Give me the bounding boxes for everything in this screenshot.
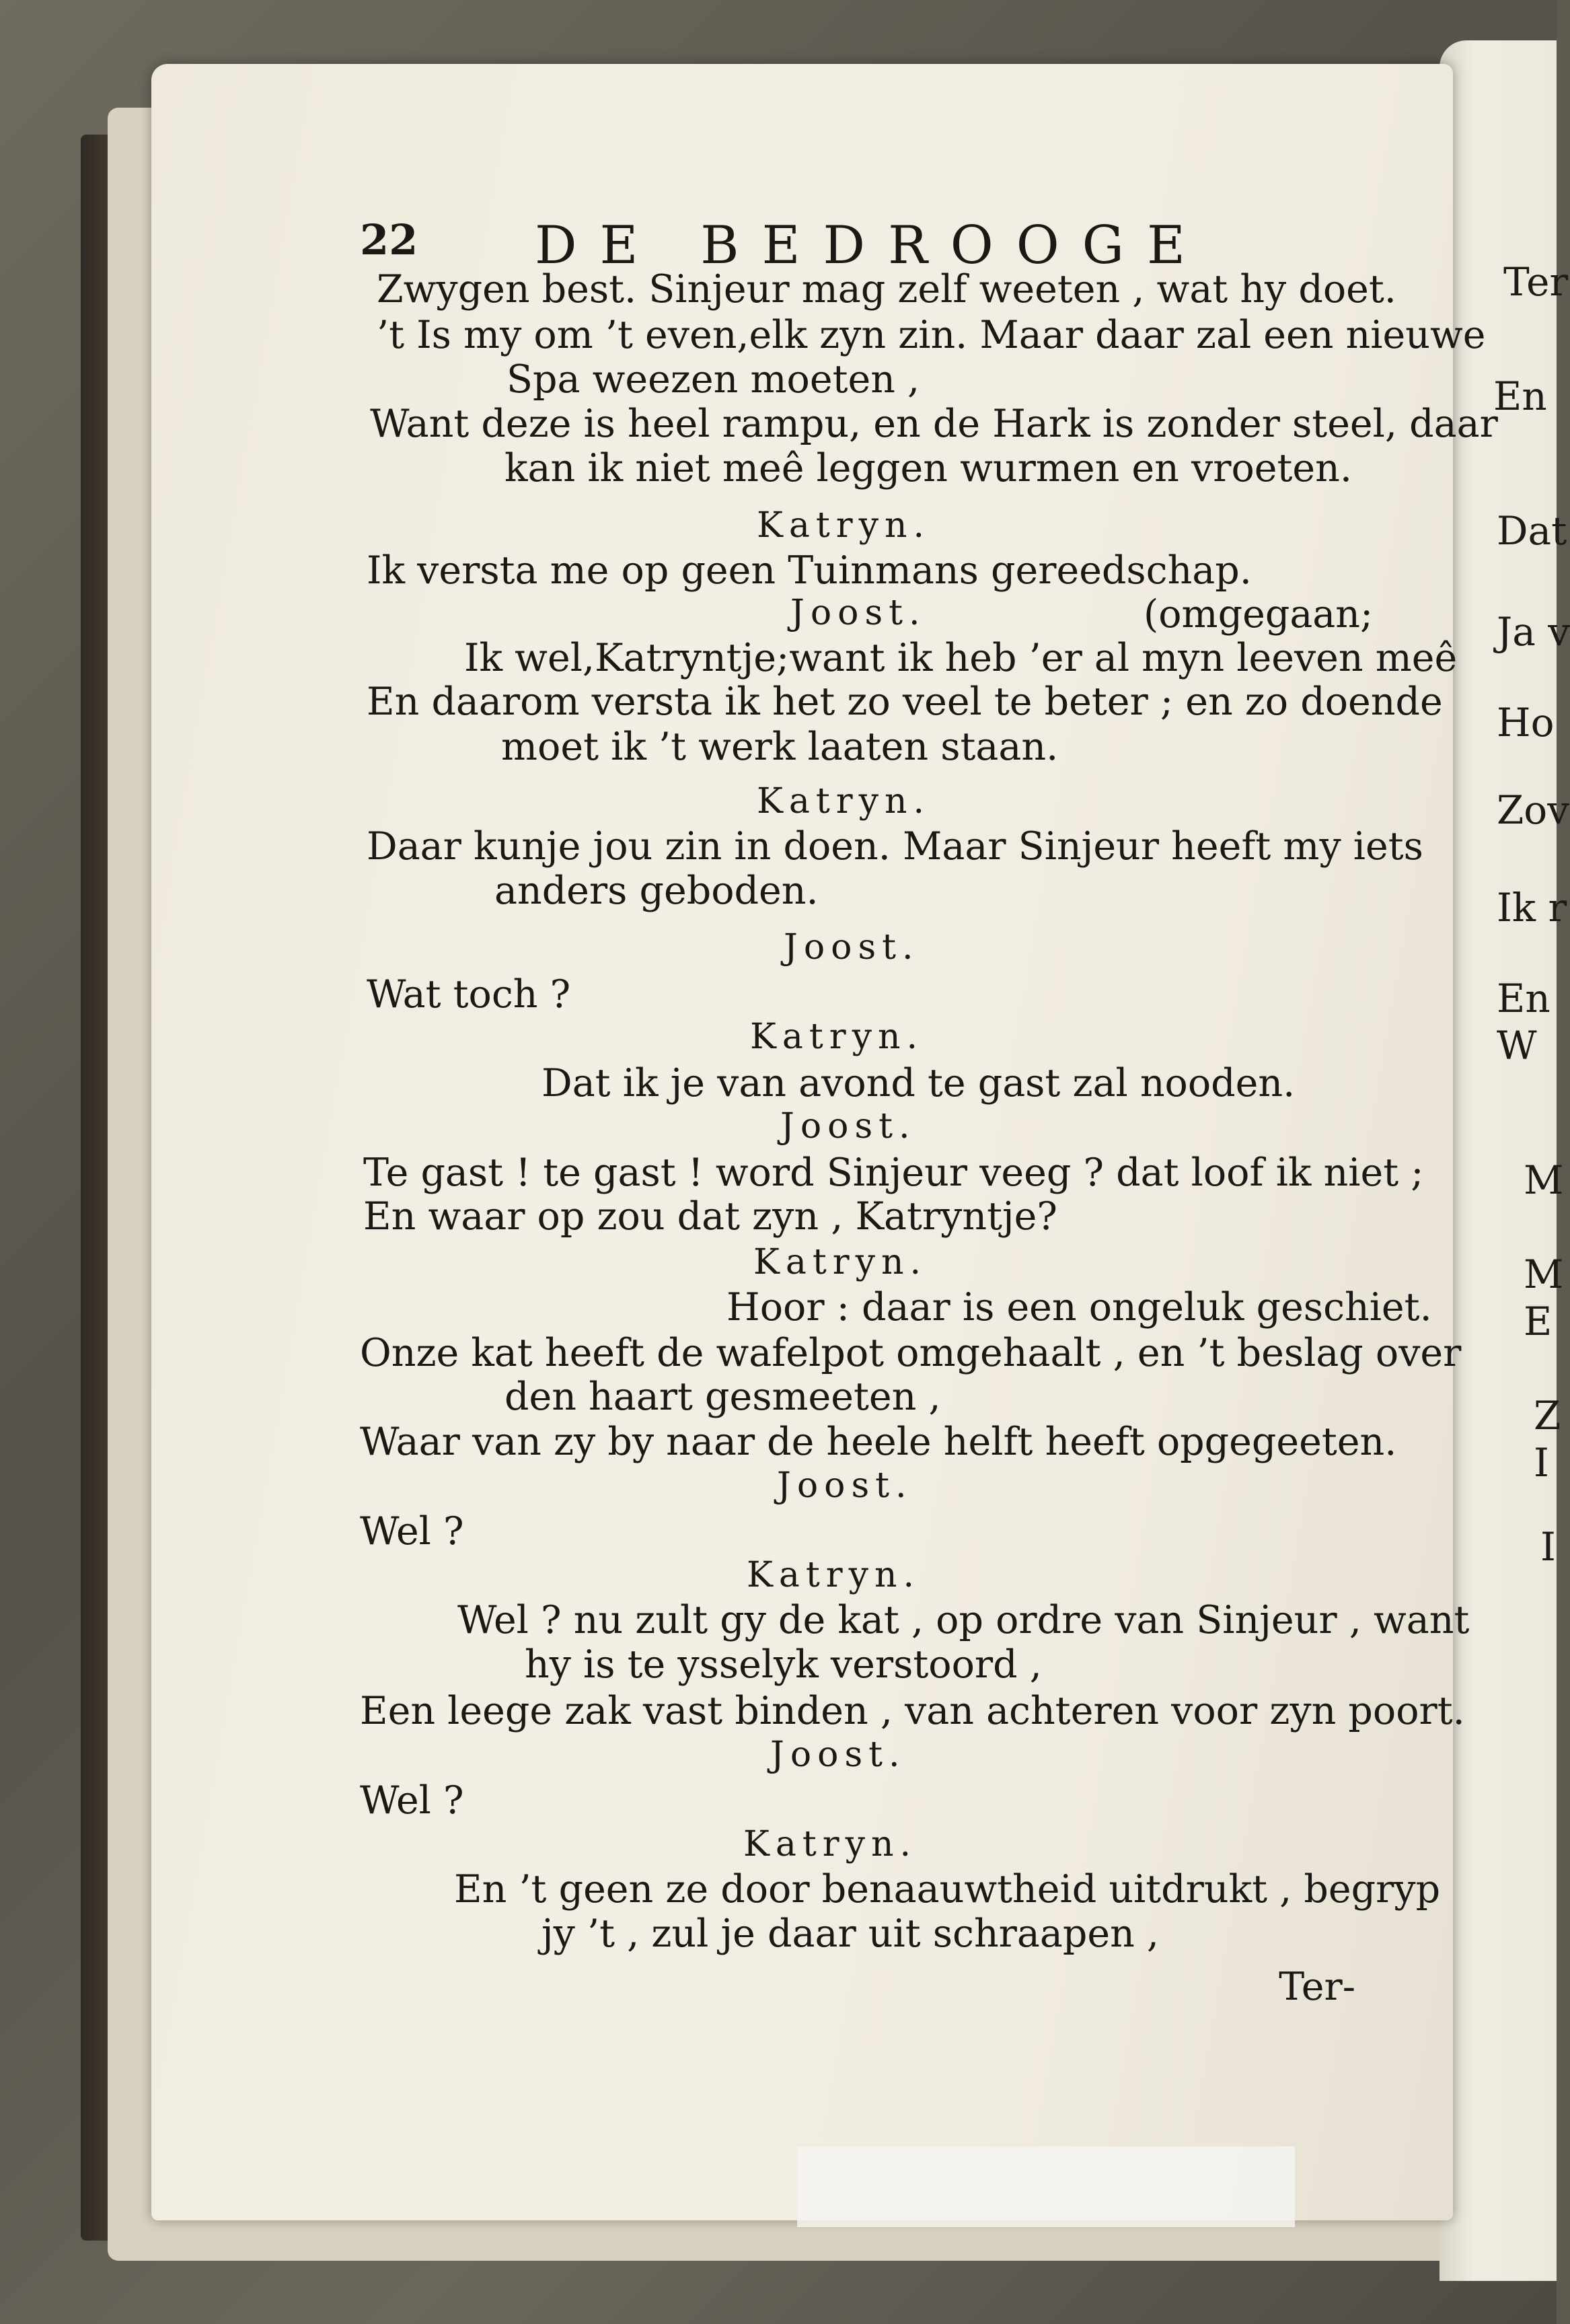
facing-page-fragment: Zov — [1497, 787, 1569, 833]
speaker-name: Katryn. — [757, 505, 930, 546]
text-line: En ’t geen ze door benaauwtheid uitdrukt , begryp — [454, 1867, 1441, 1912]
text-line: En waar op zou dat zyn , Katryntje? — [363, 1194, 1057, 1239]
catchword: Ter- — [1279, 1965, 1355, 2009]
speaker-name: Joost. — [784, 927, 920, 968]
facing-page — [1440, 40, 1570, 2281]
speaker-name: Katryn. — [757, 781, 930, 822]
facing-page-fragment: Ik r — [1497, 885, 1567, 931]
facing-page-fragment: E — [1524, 1299, 1553, 1344]
text-line: En daarom versta ik het zo veel te beter ; en zo doende — [367, 680, 1443, 724]
cover-sticker — [797, 2146, 1295, 2227]
text-line: Ik wel,Katryntje;want ik heb ’er al myn leeven meê — [464, 636, 1458, 680]
text-line: kan ik niet meê leggen wurmen en vroeten. — [504, 446, 1352, 491]
speaker-name: Katryn. — [750, 1017, 924, 1057]
text-line: Hoor : daar is een ongeluk geschiet. — [726, 1285, 1432, 1330]
text-line: Zwygen best. Sinjeur mag zelf weeten , wat hy doet. — [377, 267, 1396, 312]
text-line: Spa weezen moeten , — [507, 357, 920, 402]
text-line: Te gast ! te gast ! word Sinjeur veeg ? dat loof ik niet ; — [363, 1151, 1424, 1195]
page-number: 22 — [360, 215, 418, 264]
text-line: Een leege zak vast binden , van achteren voor zyn poort. — [360, 1689, 1465, 1733]
facing-page-fragment: M — [1524, 1251, 1564, 1297]
speaker-name: Joost. — [780, 1106, 916, 1147]
page-text — [360, 215, 1498, 2032]
text-line: jy ’t , zul je daar uit schraapen , — [541, 1912, 1160, 1956]
facing-page-fragment: I — [1540, 1524, 1556, 1570]
text-line: anders geboden. — [494, 869, 819, 913]
text-line: Daar kunje jou zin in doen. Maar Sinjeur heeft my iets — [367, 824, 1423, 869]
facing-page-fragment: I — [1534, 1440, 1549, 1486]
facing-page-fragment: W — [1497, 1023, 1537, 1068]
facing-page-fragment: Ho — [1497, 700, 1555, 746]
facing-page-fragment: Z — [1534, 1393, 1561, 1439]
speaker-name: Joost. — [770, 1735, 906, 1775]
text-line: Wat toch ? — [367, 972, 571, 1017]
speaker-name: Joost. — [790, 593, 926, 633]
running-title: DE BEDROOGE — [535, 215, 1208, 276]
text-line: Wel ? — [360, 1778, 464, 1823]
text-line: ’t Is my om ’t even,elk zyn zin. Maar daar zal een nieuwe — [377, 313, 1486, 357]
text-line: Onze kat heeft de wafelpot omgehaalt , en ’t beslag over — [360, 1331, 1462, 1375]
speaker-name: Katryn. — [747, 1555, 920, 1595]
text-line: hy is te ysselyk verstoord , — [525, 1642, 1042, 1687]
text-line: Wel ? — [360, 1509, 464, 1554]
speaker-name: Katryn. — [743, 1824, 917, 1864]
facing-page-fragment: En — [1497, 976, 1550, 1021]
text-line: Ik versta me op geen Tuinmans gereedschap. — [367, 548, 1252, 593]
text-line: Want deze is heel rampu, en de Hark is zonder steel, daar — [370, 402, 1498, 446]
text-line: den haart gesmeeten , — [504, 1375, 941, 1419]
text-line: Wel ? nu zult gy de kat , op ordre van Sinjeur , want — [457, 1598, 1470, 1642]
facing-page-fragment: Ter — [1503, 259, 1569, 305]
facing-page-fragment: En — [1493, 373, 1547, 419]
text-line: Waar van zy by naar de heele helft heeft opgegeeten. — [360, 1420, 1397, 1464]
facing-page-fragment: Ja v — [1497, 609, 1570, 655]
speaker-name: Joost. — [777, 1465, 913, 1506]
facing-page-fragment: Dat — [1497, 508, 1567, 554]
text-line: Dat ik je van avond te gast zal nooden. — [541, 1061, 1296, 1105]
stage-direction: (omgegaan; — [1144, 592, 1374, 637]
text-line: moet ik ’t werk laaten staan. — [501, 725, 1059, 769]
facing-page-fragment: M — [1524, 1157, 1564, 1203]
speaker-name: Katryn. — [753, 1242, 927, 1282]
